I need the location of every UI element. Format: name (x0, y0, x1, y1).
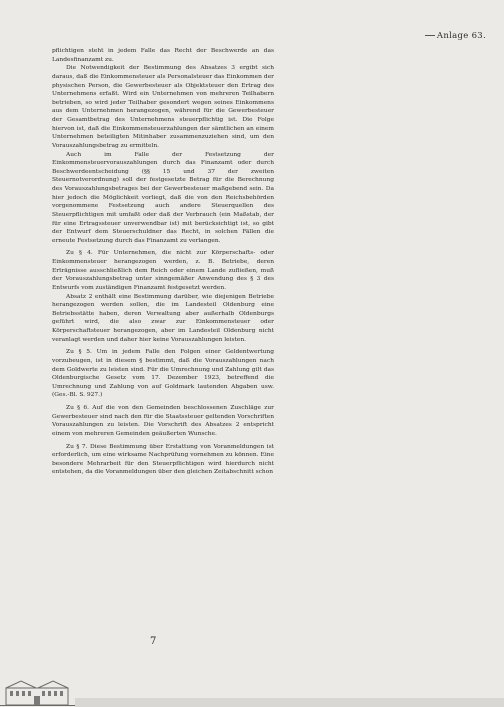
paragraph: Zu § 5. Um in jedem Falle den Folgen einer Geldentwertung vorzubeugen, ist in diesem § bestimmt, daß die Vorauszahlungen nach dem Goldwerte zu leisten sind. Für die Umrechnung und Zahlung gilt das Oldenburgische Gesetz vom 17. Dezember 1923, betreffend die Umrechnung und Zahlung von auf Goldmark lautenden Abgaben usw. (Ges.-Bl. S. 927.) (52, 349, 274, 399)
paragraph: Zu § 7. Diese Bestimmung über Erstattung von Voranmeldungen ist erforderlich, um eine wirksame Nachprüfung vornehmen zu können. Eine besondere Mehrarbeit für den Steuerpflichtigen wird hierdurch nicht entstehen, da die Voranmeldungen über den gleichen Zeitabschnitt schon (52, 443, 274, 476)
annex-label-text: Anlage 63. (436, 31, 486, 41)
library-building-logo (0, 676, 75, 707)
paragraph: Auch im Falle der Festsetzung der Einkommensteuervorauszahlungen durch das Finanzamt oder durch Beschwerdeentscheidung (§§ 15 und 37 der zweiten Steuernotverordnung) soll der festgesetzte Betrag für die Berechnung des Vorauszahlungsbetrages bei der Gewerbesteuer maßgebend sein. Da hier jedoch die Möglichkeit vorliegt, daß die von den Reichsbehörden vorgenommene Festsetzung auch andere Steuerquellen des Steuerpflichtigen mit umfaßt oder daß der Verbrauch (ein Maßstab, der für eine Ertragssteuer unverwendbar ist) mit berücksichtigt ist, so gibt der Entwurf dem Steuerschuldner das Recht, in solchen Fällen die erneute Festsetzung durch das Finanzamt zu verlangen. (52, 151, 274, 244)
footer-bar (75, 698, 504, 707)
annex-label (425, 31, 486, 41)
paragraph: Zu § 4. Für Unternehmen, die nicht zur Körperschafts- oder Einkommensteuer herangezogen werden, z. B. Betriebe, deren Erträgnisse ausschließlich dem Reich oder einem Lande zufließen, muß der Vorauszahlungsbetrag unter sinngemäßer Anwendung des § 3 des Entwurfs vom zuständigen Finanzamt festgesetzt werden. (52, 250, 274, 291)
paragraph: Zu § 6. Auf die von den Gemeinden beschlossenen Zuschläge zur Gewerbesteuer sind nach den für die Staatssteuer geltenden Vorschriften Vorauszahlungen zu leisten. Die Vorschrift des Absatzes 2 entspricht einem von mehreren Gemeinden geäußerten Wunsche. (52, 405, 274, 437)
paragraph: Die Notwendigkeit der Bestimmung des Absatzes 3 ergibt sich daraus, daß die Einkommensteuer als Personalsteuer das Einkommen der physischen Person, die Gewerbesteuer als Objektsteuer den Ertrag des Unternehmens erfaßt. Wird ein Unternehmen von mehreren Teilhabern betrieben, so wird jeder Teilhaber gesondert wegen seines Einkommens aus dem Unternehmen herangezogen, während für die Gewerbesteuer der Gesamtbetrag des Unternehmens steuerpflichtig ist. Die Folge hiervon ist, daß die Einkommensteuerzahlungen der sämtlichen an einem Unternehmen beteiligten Mitinhaber zusammenzuziehen sind, um den Vorauszahlungsbetrag zu ermitteln. (52, 65, 274, 149)
paragraph: pflichtigen steht in jedem Falle das Recht der Beschwerde an das Landesfinanzamt zu. (52, 48, 274, 63)
paragraph: Absatz 2 enthält eine Bestimmung darüber, wie diejenigen Betriebe herangezogen werden sollen, die im Landesteil Oldenburg eine Betriebsstätte haben, deren Verwaltung aber außerhalb Oldenburgs geführt wird, die also zwar zur Einkommensteuer oder Körperschaftsteuer herangezogen, aber im Landesteil Oldenburg nicht veranlagt werden und daher hier keine Vorauszahlungen leisten. (52, 293, 274, 343)
body-text-column (52, 47, 274, 477)
annex-dash (425, 35, 435, 36)
page-number: 7 (150, 636, 157, 647)
